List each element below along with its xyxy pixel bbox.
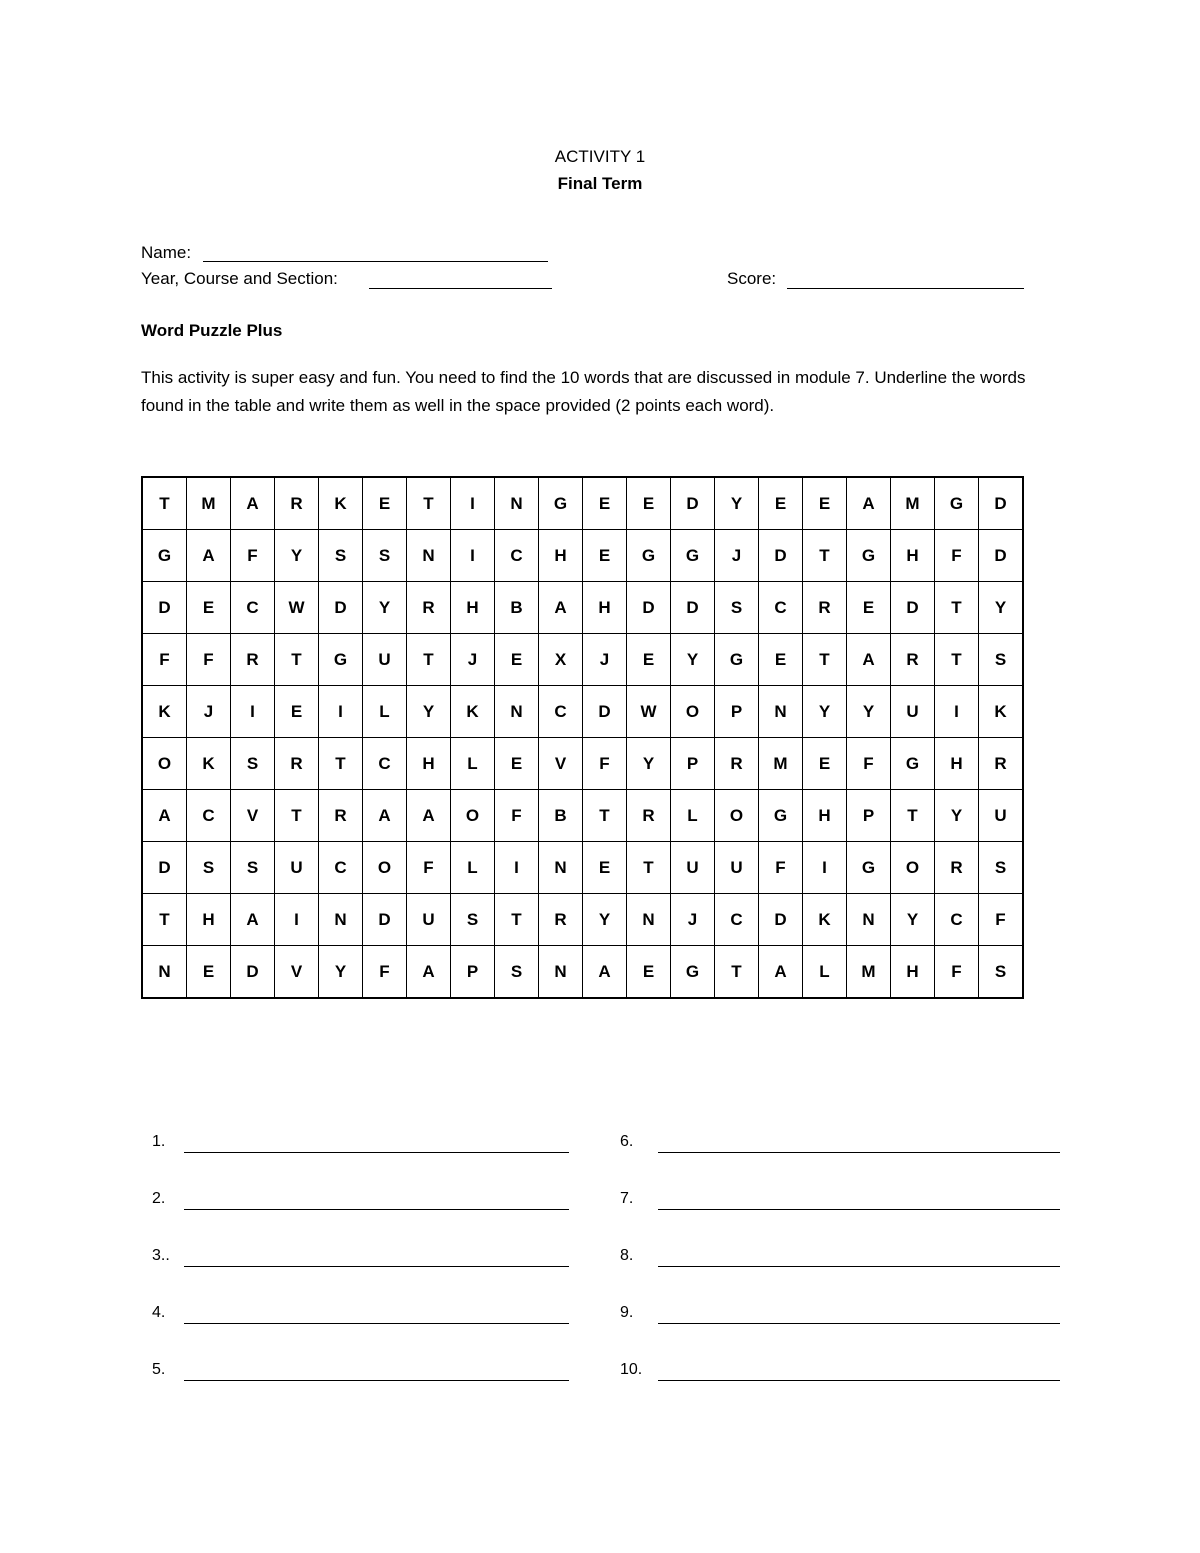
grid-cell[interactable]: B bbox=[495, 582, 539, 634]
grid-cell[interactable]: A bbox=[407, 790, 451, 842]
grid-cell[interactable]: S bbox=[187, 842, 231, 894]
answer-line[interactable] bbox=[658, 1266, 1060, 1267]
grid-cell[interactable]: D bbox=[759, 530, 803, 582]
grid-cell[interactable]: U bbox=[891, 686, 935, 738]
grid-cell[interactable]: Y bbox=[715, 477, 759, 530]
grid-cell[interactable]: R bbox=[275, 477, 319, 530]
grid-cell[interactable]: R bbox=[803, 582, 847, 634]
grid-cell[interactable]: L bbox=[363, 686, 407, 738]
grid-cell[interactable]: F bbox=[231, 530, 275, 582]
grid-cell[interactable]: K bbox=[803, 894, 847, 946]
grid-cell[interactable]: E bbox=[803, 738, 847, 790]
grid-cell[interactable]: H bbox=[539, 530, 583, 582]
grid-cell[interactable]: D bbox=[363, 894, 407, 946]
grid-cell[interactable]: K bbox=[187, 738, 231, 790]
grid-cell[interactable]: T bbox=[495, 894, 539, 946]
activity-subtitle: Final Term bbox=[557, 174, 643, 193]
grid-cell[interactable]: E bbox=[759, 477, 803, 530]
grid-cell[interactable]: D bbox=[583, 686, 627, 738]
grid-cell[interactable]: G bbox=[759, 790, 803, 842]
grid-cell[interactable]: A bbox=[583, 946, 627, 999]
grid-cell[interactable]: P bbox=[451, 946, 495, 999]
grid-cell[interactable]: D bbox=[759, 894, 803, 946]
grid-cell[interactable]: T bbox=[803, 530, 847, 582]
grid-cell[interactable]: Y bbox=[583, 894, 627, 946]
answer-number: 1. bbox=[152, 1133, 166, 1150]
grid-cell[interactable]: F bbox=[935, 946, 979, 999]
grid-cell[interactable]: V bbox=[539, 738, 583, 790]
grid-cell[interactable]: J bbox=[451, 634, 495, 686]
grid-cell[interactable]: Y bbox=[891, 894, 935, 946]
answer-line[interactable] bbox=[184, 1152, 569, 1153]
grid-cell[interactable]: R bbox=[319, 790, 363, 842]
grid-cell[interactable]: E bbox=[187, 946, 231, 999]
grid-cell[interactable]: G bbox=[319, 634, 363, 686]
grid-cell[interactable]: E bbox=[495, 738, 539, 790]
grid-cell[interactable]: D bbox=[231, 946, 275, 999]
grid-cell[interactable]: D bbox=[671, 582, 715, 634]
grid-cell[interactable]: A bbox=[142, 790, 187, 842]
word-search-grid bbox=[141, 476, 1024, 999]
grid-cell[interactable]: G bbox=[671, 530, 715, 582]
answer-line[interactable] bbox=[658, 1152, 1060, 1153]
grid-cell[interactable]: H bbox=[407, 738, 451, 790]
grid-cell[interactable]: C bbox=[495, 530, 539, 582]
grid-cell[interactable]: S bbox=[979, 842, 1024, 894]
grid-cell[interactable]: J bbox=[671, 894, 715, 946]
grid-cell[interactable]: F bbox=[495, 790, 539, 842]
grid-cell[interactable]: Y bbox=[847, 686, 891, 738]
grid-cell[interactable]: N bbox=[495, 477, 539, 530]
grid-cell[interactable]: F bbox=[979, 894, 1024, 946]
grid-cell[interactable]: E bbox=[495, 634, 539, 686]
grid-cell[interactable]: C bbox=[319, 842, 363, 894]
grid-cell[interactable]: S bbox=[979, 634, 1024, 686]
grid-cell[interactable]: F bbox=[407, 842, 451, 894]
answer-line[interactable] bbox=[658, 1209, 1060, 1210]
answer-line[interactable] bbox=[184, 1266, 569, 1267]
grid-cell[interactable]: N bbox=[847, 894, 891, 946]
grid-cell[interactable]: D bbox=[627, 582, 671, 634]
grid-cell[interactable]: A bbox=[759, 946, 803, 999]
grid-cell[interactable]: C bbox=[231, 582, 275, 634]
grid-cell[interactable]: N bbox=[319, 894, 363, 946]
grid-cell[interactable]: C bbox=[539, 686, 583, 738]
grid-cell[interactable]: T bbox=[803, 634, 847, 686]
grid-cell[interactable]: E bbox=[627, 477, 671, 530]
grid-row bbox=[142, 790, 1023, 842]
section-heading: Word Puzzle Plus bbox=[141, 321, 283, 340]
answer-number: 3.. bbox=[152, 1247, 170, 1264]
grid-cell[interactable]: Y bbox=[671, 634, 715, 686]
grid-cell[interactable]: R bbox=[891, 634, 935, 686]
grid-cell[interactable]: P bbox=[671, 738, 715, 790]
grid-row bbox=[142, 530, 1023, 582]
grid-cell[interactable]: F bbox=[187, 634, 231, 686]
grid-cell[interactable]: N bbox=[539, 946, 583, 999]
answer-number: 5. bbox=[152, 1361, 166, 1378]
instructions: This activity is super easy and fun. You need to find the 10 words that are discussed in module 7. Underline the words found in the table and write them as well in the space provided (2 points each word). bbox=[141, 368, 1026, 415]
grid-cell[interactable]: T bbox=[715, 946, 759, 999]
grid-cell[interactable]: T bbox=[935, 634, 979, 686]
grid-cell[interactable]: F bbox=[759, 842, 803, 894]
grid-cell[interactable]: C bbox=[759, 582, 803, 634]
grid-cell[interactable]: D bbox=[142, 582, 187, 634]
grid-cell[interactable]: W bbox=[275, 582, 319, 634]
grid-cell[interactable]: A bbox=[407, 946, 451, 999]
grid-cell[interactable]: A bbox=[847, 634, 891, 686]
grid-cell[interactable]: Y bbox=[363, 582, 407, 634]
answer-number: 8. bbox=[620, 1247, 634, 1264]
grid-cell[interactable]: R bbox=[715, 738, 759, 790]
answer-number: 10. bbox=[620, 1361, 643, 1378]
grid-cell[interactable]: H bbox=[803, 790, 847, 842]
grid-cell[interactable]: R bbox=[539, 894, 583, 946]
grid-cell[interactable]: U bbox=[275, 842, 319, 894]
grid-cell[interactable]: N bbox=[759, 686, 803, 738]
grid-cell[interactable]: M bbox=[759, 738, 803, 790]
grid-cell[interactable]: C bbox=[935, 894, 979, 946]
grid-cell[interactable]: E bbox=[627, 946, 671, 999]
grid-cell[interactable]: C bbox=[187, 790, 231, 842]
grid-cell[interactable]: O bbox=[363, 842, 407, 894]
grid-cell[interactable]: T bbox=[583, 790, 627, 842]
grid-cell[interactable]: T bbox=[407, 634, 451, 686]
grid-cell[interactable]: O bbox=[715, 790, 759, 842]
grid-cell[interactable]: E bbox=[583, 477, 627, 530]
grid-cell[interactable]: S bbox=[363, 530, 407, 582]
grid-cell[interactable]: G bbox=[142, 530, 187, 582]
year-course-section-field[interactable] bbox=[369, 288, 552, 289]
grid-row bbox=[142, 894, 1023, 946]
grid-cell[interactable]: G bbox=[891, 738, 935, 790]
grid-cell[interactable]: I bbox=[495, 842, 539, 894]
grid-cell[interactable]: S bbox=[451, 894, 495, 946]
grid-cell[interactable]: Y bbox=[275, 530, 319, 582]
grid-cell[interactable]: I bbox=[935, 686, 979, 738]
grid-cell[interactable]: G bbox=[847, 842, 891, 894]
answer-line[interactable] bbox=[184, 1380, 569, 1381]
grid-cell[interactable]: G bbox=[627, 530, 671, 582]
grid-cell[interactable]: E bbox=[803, 477, 847, 530]
grid-cell[interactable]: F bbox=[142, 634, 187, 686]
grid-cell[interactable]: I bbox=[451, 530, 495, 582]
grid-cell[interactable]: X bbox=[539, 634, 583, 686]
grid-row bbox=[142, 634, 1023, 686]
grid-cell[interactable]: E bbox=[627, 634, 671, 686]
grid-cell[interactable]: A bbox=[363, 790, 407, 842]
grid-cell[interactable]: J bbox=[715, 530, 759, 582]
grid-cell[interactable]: H bbox=[583, 582, 627, 634]
grid-cell[interactable]: F bbox=[847, 738, 891, 790]
grid-cell[interactable]: G bbox=[539, 477, 583, 530]
grid-cell[interactable]: G bbox=[847, 530, 891, 582]
grid-row bbox=[142, 582, 1023, 634]
grid-cell[interactable]: A bbox=[231, 894, 275, 946]
grid-cell[interactable]: T bbox=[275, 790, 319, 842]
grid-cell[interactable]: T bbox=[407, 477, 451, 530]
grid-cell[interactable]: V bbox=[231, 790, 275, 842]
grid-cell[interactable]: S bbox=[231, 738, 275, 790]
activity-title: ACTIVITY 1 bbox=[554, 147, 646, 166]
grid-cell[interactable]: L bbox=[803, 946, 847, 999]
grid-cell[interactable]: M bbox=[847, 946, 891, 999]
answer-line[interactable] bbox=[658, 1323, 1060, 1324]
answer-number: 6. bbox=[620, 1133, 634, 1150]
grid-cell[interactable]: Y bbox=[407, 686, 451, 738]
answer-line[interactable] bbox=[184, 1323, 569, 1324]
grid-cell[interactable]: T bbox=[935, 582, 979, 634]
grid-cell[interactable]: N bbox=[539, 842, 583, 894]
grid-cell[interactable]: V bbox=[275, 946, 319, 999]
grid-cell[interactable]: I bbox=[231, 686, 275, 738]
grid-cell[interactable]: J bbox=[187, 686, 231, 738]
grid-cell[interactable]: E bbox=[275, 686, 319, 738]
grid-cell[interactable]: D bbox=[979, 530, 1024, 582]
grid-cell[interactable]: S bbox=[495, 946, 539, 999]
grid-cell[interactable]: S bbox=[319, 530, 363, 582]
grid-cell[interactable]: U bbox=[715, 842, 759, 894]
score-label: Score: bbox=[727, 269, 777, 288]
grid-cell[interactable]: C bbox=[715, 894, 759, 946]
grid-cell[interactable]: I bbox=[803, 842, 847, 894]
grid-cell[interactable]: A bbox=[539, 582, 583, 634]
grid-cell[interactable]: D bbox=[891, 582, 935, 634]
answer-line[interactable] bbox=[658, 1380, 1060, 1381]
grid-cell[interactable]: Y bbox=[935, 790, 979, 842]
grid-cell[interactable]: F bbox=[583, 738, 627, 790]
grid-cell[interactable]: Y bbox=[627, 738, 671, 790]
grid-cell[interactable]: O bbox=[451, 790, 495, 842]
grid-row bbox=[142, 842, 1023, 894]
grid-cell[interactable]: I bbox=[319, 686, 363, 738]
grid-cell[interactable]: N bbox=[407, 530, 451, 582]
year-course-section-label: Year, Course and Section: bbox=[141, 269, 338, 288]
score-field[interactable] bbox=[787, 288, 1024, 289]
grid-cell[interactable]: I bbox=[275, 894, 319, 946]
grid-cell[interactable]: N bbox=[142, 946, 187, 999]
grid-cell[interactable]: R bbox=[231, 634, 275, 686]
grid-cell[interactable]: U bbox=[363, 634, 407, 686]
grid-cell[interactable]: P bbox=[847, 790, 891, 842]
grid-cell[interactable]: H bbox=[451, 582, 495, 634]
grid-cell[interactable]: G bbox=[671, 946, 715, 999]
answer-line[interactable] bbox=[184, 1209, 569, 1210]
grid-cell[interactable]: C bbox=[363, 738, 407, 790]
grid-row bbox=[142, 946, 1023, 999]
grid-cell[interactable]: T bbox=[275, 634, 319, 686]
grid-cell[interactable]: F bbox=[363, 946, 407, 999]
grid-cell[interactable]: E bbox=[363, 477, 407, 530]
grid-cell[interactable]: D bbox=[319, 582, 363, 634]
grid-cell[interactable]: E bbox=[583, 842, 627, 894]
grid-cell[interactable]: R bbox=[275, 738, 319, 790]
grid-cell[interactable]: N bbox=[627, 894, 671, 946]
grid-cell[interactable]: E bbox=[187, 582, 231, 634]
grid-cell[interactable]: A bbox=[847, 477, 891, 530]
grid-cell[interactable]: G bbox=[715, 634, 759, 686]
grid-cell[interactable]: D bbox=[142, 842, 187, 894]
grid-cell[interactable]: O bbox=[671, 686, 715, 738]
grid-cell[interactable]: N bbox=[495, 686, 539, 738]
grid-cell[interactable]: R bbox=[407, 582, 451, 634]
answer-number: 9. bbox=[620, 1304, 634, 1321]
grid-cell[interactable]: R bbox=[935, 842, 979, 894]
grid-cell[interactable]: J bbox=[583, 634, 627, 686]
grid-cell[interactable]: R bbox=[979, 738, 1024, 790]
grid-cell[interactable]: H bbox=[891, 530, 935, 582]
grid-cell[interactable]: U bbox=[407, 894, 451, 946]
grid-cell[interactable]: T bbox=[142, 894, 187, 946]
answer-number: 4. bbox=[152, 1304, 166, 1321]
grid-cell[interactable]: T bbox=[319, 738, 363, 790]
grid-cell[interactable]: T bbox=[891, 790, 935, 842]
grid-cell[interactable]: K bbox=[319, 477, 363, 530]
grid-cell[interactable]: M bbox=[187, 477, 231, 530]
grid-cell[interactable]: A bbox=[231, 477, 275, 530]
name-label: Name: bbox=[141, 243, 192, 262]
grid-cell[interactable]: U bbox=[671, 842, 715, 894]
answer-number: 2. bbox=[152, 1190, 166, 1207]
grid-cell[interactable]: D bbox=[979, 477, 1024, 530]
grid-cell[interactable]: E bbox=[759, 634, 803, 686]
grid-cell[interactable]: H bbox=[935, 738, 979, 790]
grid-cell[interactable]: K bbox=[451, 686, 495, 738]
grid-cell[interactable]: S bbox=[231, 842, 275, 894]
grid-cell[interactable]: K bbox=[979, 686, 1024, 738]
grid-cell[interactable]: K bbox=[142, 686, 187, 738]
grid-row bbox=[142, 738, 1023, 790]
grid-cell[interactable]: P bbox=[715, 686, 759, 738]
grid-cell[interactable]: M bbox=[891, 477, 935, 530]
name-field[interactable] bbox=[203, 261, 548, 262]
grid-cell[interactable]: L bbox=[451, 738, 495, 790]
grid-cell[interactable]: Y bbox=[319, 946, 363, 999]
grid-cell[interactable]: S bbox=[979, 946, 1024, 999]
grid-cell[interactable]: A bbox=[187, 530, 231, 582]
grid-cell[interactable]: Y bbox=[803, 686, 847, 738]
grid-cell[interactable]: S bbox=[715, 582, 759, 634]
grid-row bbox=[142, 477, 1023, 530]
grid-cell[interactable]: D bbox=[671, 477, 715, 530]
grid-cell[interactable]: F bbox=[935, 530, 979, 582]
grid-cell[interactable]: O bbox=[142, 738, 187, 790]
grid-cell[interactable]: H bbox=[891, 946, 935, 999]
grid-cell[interactable]: G bbox=[935, 477, 979, 530]
grid-cell[interactable]: E bbox=[583, 530, 627, 582]
grid-cell[interactable]: T bbox=[627, 842, 671, 894]
grid-cell[interactable]: L bbox=[671, 790, 715, 842]
grid-cell[interactable]: O bbox=[891, 842, 935, 894]
grid-cell[interactable]: U bbox=[979, 790, 1024, 842]
grid-cell[interactable]: T bbox=[142, 477, 187, 530]
grid-cell[interactable]: E bbox=[847, 582, 891, 634]
grid-cell[interactable]: L bbox=[451, 842, 495, 894]
grid-cell[interactable]: I bbox=[451, 477, 495, 530]
answer-number: 7. bbox=[620, 1190, 634, 1207]
grid-cell[interactable]: B bbox=[539, 790, 583, 842]
title-block bbox=[0, 143, 1200, 197]
grid-cell[interactable]: H bbox=[187, 894, 231, 946]
grid-row bbox=[142, 686, 1023, 738]
grid-cell[interactable]: Y bbox=[979, 582, 1024, 634]
grid-cell[interactable]: W bbox=[627, 686, 671, 738]
grid-cell[interactable]: R bbox=[627, 790, 671, 842]
